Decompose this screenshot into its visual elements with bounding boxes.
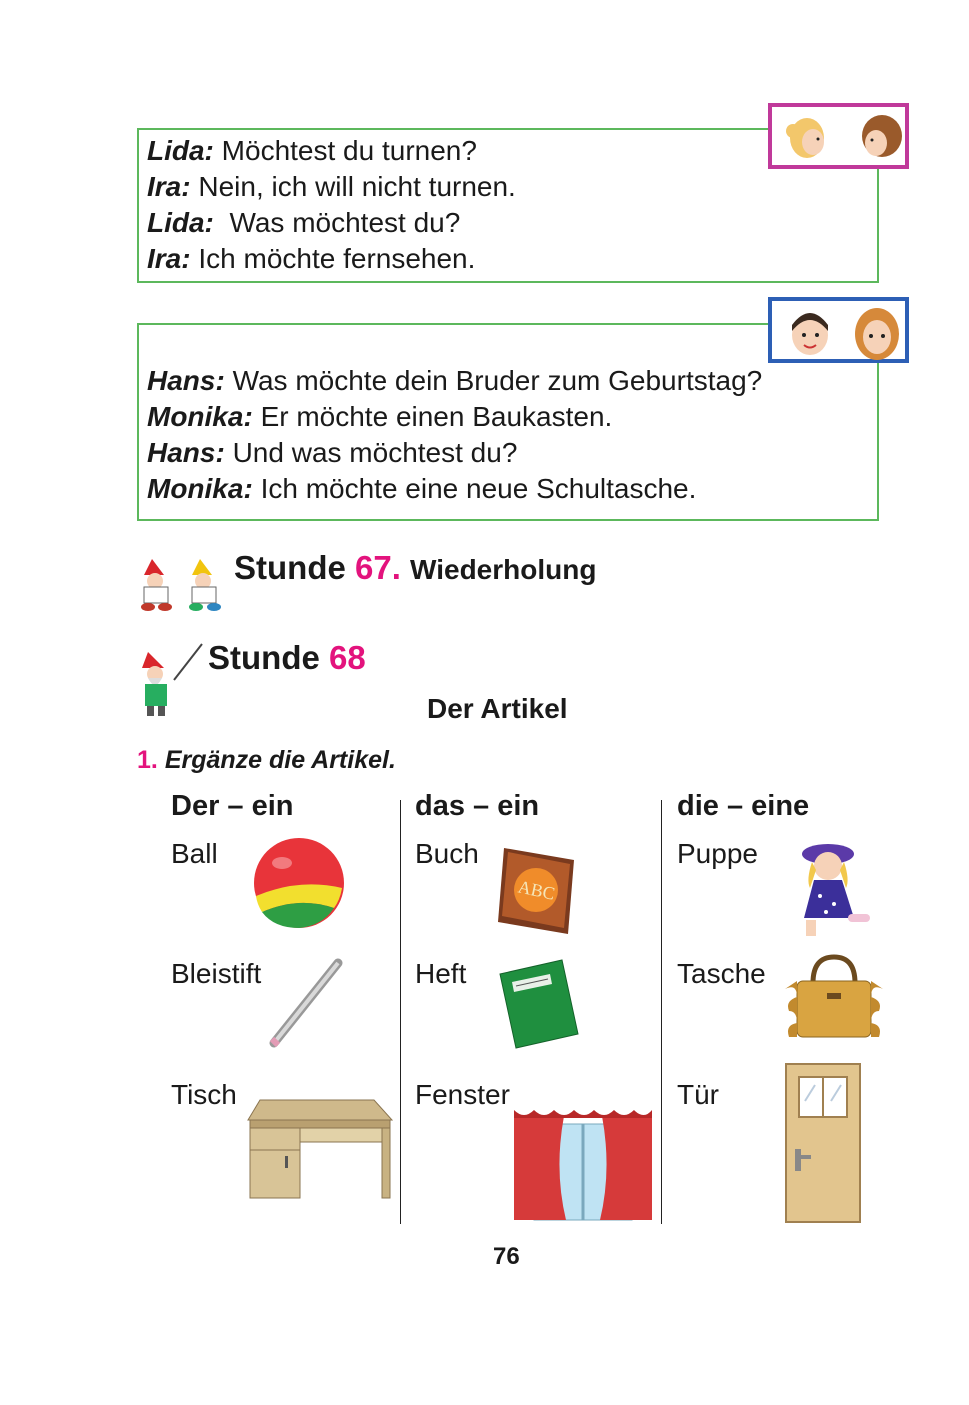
speaker-name: Ira: <box>147 243 191 274</box>
dialog-text: Möchtest du turnen? <box>221 135 477 166</box>
svg-text:ABC: ABC <box>516 876 557 904</box>
door-icon <box>785 1063 861 1223</box>
column-header-neuter: das – ein <box>415 790 540 822</box>
lesson-topic: Wiederholung <box>410 554 597 585</box>
two-girls-illustration <box>768 103 909 169</box>
window-with-curtains-icon <box>514 1110 652 1220</box>
exercise-text: Ergänze die Artikel. <box>164 746 396 774</box>
speaker-name: Lida: <box>147 207 214 238</box>
noun-label: Fenster <box>415 1079 510 1110</box>
lesson-68-heading <box>208 639 366 677</box>
column-divider <box>400 800 401 1224</box>
handbag-icon <box>783 953 885 1041</box>
dialog-text: Er möchte einen Baukasten. <box>260 401 613 432</box>
dialog-line <box>147 133 477 169</box>
boy-and-girl-illustration <box>768 297 909 363</box>
column-divider <box>661 800 662 1224</box>
dialog-line <box>147 435 517 471</box>
desk-icon <box>246 1090 394 1200</box>
notebook-icon <box>496 958 581 1050</box>
dialog-text: Und was möchtest du? <box>232 437 518 468</box>
speaker-name: Hans: <box>147 365 225 396</box>
noun-label: Buch <box>415 838 479 869</box>
noun-label: Bleistift <box>171 958 262 989</box>
noun-label: Tisch <box>171 1079 237 1110</box>
dialog-text: Nein, ich will nicht turnen. <box>198 171 516 202</box>
lesson-word: Stunde <box>234 549 346 586</box>
speaker-name: Ira: <box>147 171 191 202</box>
two-gnomes-reading-icon <box>138 557 233 612</box>
dialog-line <box>147 169 516 205</box>
exercise-number: 1. <box>137 746 158 774</box>
speaker-name: Monika: <box>147 401 253 432</box>
noun-label: Tür <box>677 1079 719 1110</box>
doll-icon <box>792 840 877 940</box>
dialog-line <box>147 241 475 277</box>
noun-label: Ball <box>171 838 218 869</box>
dialog-line <box>147 471 696 507</box>
gnome-teacher-pointer-icon <box>138 642 208 718</box>
dialog-line <box>147 399 612 435</box>
section-title: Der Artikel <box>427 693 568 724</box>
dialog-text: Was möchte dein Bruder zum Geburtstag? <box>232 365 763 396</box>
dialog-line <box>147 205 460 241</box>
dialog-line <box>147 363 762 399</box>
column-header-feminine: die – eine <box>677 790 810 822</box>
ball-icon <box>252 838 347 928</box>
speaker-name: Lida: <box>147 135 214 166</box>
lesson-67-heading <box>234 549 596 587</box>
dialog-text: Ich möchte eine neue Schultasche. <box>260 473 697 504</box>
noun-label: Heft <box>415 958 467 989</box>
lesson-number: 68 <box>329 639 366 676</box>
column-header-masculine: Der – ein <box>171 790 294 822</box>
pencil-icon <box>266 957 346 1049</box>
noun-label: Puppe <box>677 838 758 869</box>
speaker-name: Hans: <box>147 437 225 468</box>
exercise-instruction <box>137 746 396 775</box>
lesson-number: 67. <box>355 549 401 586</box>
lesson-word: Stunde <box>208 639 320 676</box>
book-icon <box>494 844 580 936</box>
noun-label: Tasche <box>677 958 766 989</box>
dialog-text: Was möchtest du? <box>221 207 461 238</box>
page-number: 76 <box>493 1243 520 1270</box>
dialog-text: Ich möchte fernsehen. <box>198 243 476 274</box>
speaker-name: Monika: <box>147 473 253 504</box>
